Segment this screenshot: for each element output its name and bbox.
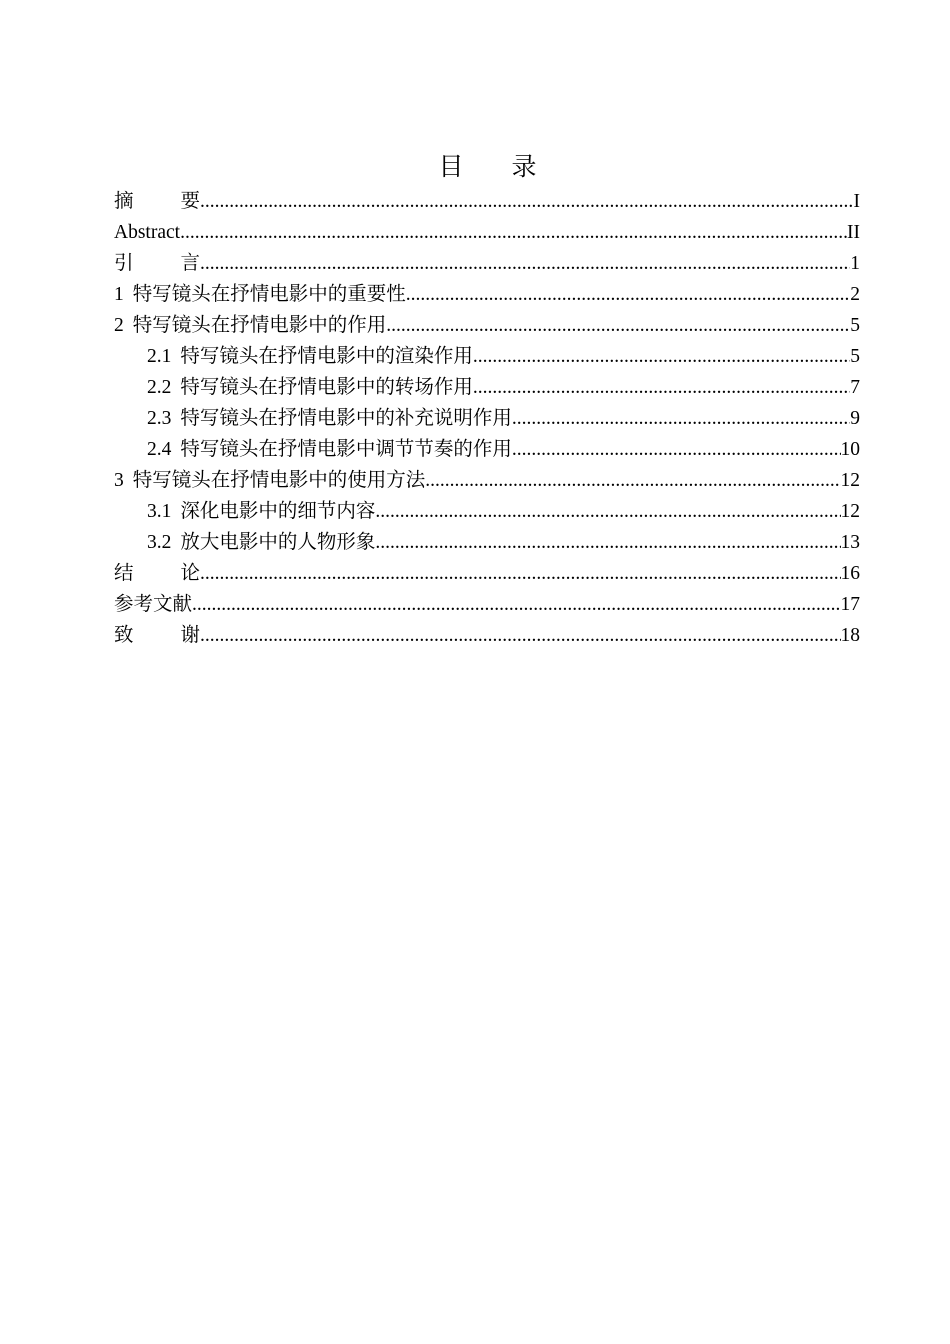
toc-page-number: 10	[840, 439, 860, 460]
toc-label-char: 结	[114, 563, 134, 584]
toc-label-char: 谢	[180, 625, 200, 646]
toc-page-number: 18	[840, 625, 860, 646]
toc-entry-label	[114, 558, 200, 589]
toc-leader-dots	[200, 186, 854, 217]
toc-entry-label: 特写镜头在抒情电影中的使用方法	[132, 470, 426, 491]
toc-entry-number: 3.2	[147, 532, 172, 553]
table-of-contents	[114, 186, 860, 651]
toc-entry-label: 深化电影中的细节内容	[180, 501, 376, 522]
toc-label-char: 论	[180, 563, 200, 584]
toc-entry-section-2-3[interactable]	[114, 403, 860, 434]
toc-entry-number: 3	[114, 470, 124, 491]
toc-entry-section-3-2[interactable]	[114, 527, 860, 558]
toc-entry-acknowledgements[interactable]	[114, 620, 860, 651]
toc-entry-label	[114, 620, 200, 651]
toc-leader-dots	[180, 217, 847, 248]
toc-page-number: 12	[840, 470, 860, 491]
toc-leader-dots	[375, 527, 840, 558]
toc-entry-label: 参考文献	[114, 594, 193, 615]
toc-entry-section-3-1[interactable]	[114, 496, 860, 527]
toc-entry-chapter-3[interactable]	[114, 465, 860, 496]
toc-label-char: 引	[114, 253, 134, 274]
toc-leader-dots	[406, 279, 850, 310]
toc-entry-number: 2	[114, 315, 124, 336]
toc-entry-label: Abstract	[114, 222, 181, 243]
toc-page-number: 7	[850, 377, 860, 398]
toc-leader-dots	[386, 310, 850, 341]
toc-page-number: 5	[850, 315, 860, 336]
toc-leader-dots	[375, 496, 840, 527]
toc-leader-dots	[192, 589, 840, 620]
toc-leader-dots	[200, 248, 850, 279]
toc-entry-label	[114, 186, 200, 217]
toc-leader-dots	[200, 620, 841, 651]
toc-page-number: 13	[840, 532, 860, 553]
toc-entry-references[interactable]	[114, 589, 860, 620]
toc-leader-dots	[473, 372, 850, 403]
toc-leader-dots	[512, 403, 850, 434]
toc-entry-number: 2.2	[147, 377, 172, 398]
toc-leader-dots	[473, 341, 850, 372]
toc-entry-conclusion[interactable]	[114, 558, 860, 589]
toc-page-number: 12	[840, 501, 860, 522]
toc-entry-number: 3.1	[147, 501, 172, 522]
toc-page-number: 2	[850, 284, 860, 305]
toc-leader-dots	[512, 434, 841, 465]
toc-entry-label: 特写镜头在抒情电影中的补充说明作用	[180, 408, 512, 429]
toc-entry-label: 特写镜头在抒情电影中调节节奏的作用	[180, 439, 512, 460]
toc-entry-number: 1	[114, 284, 124, 305]
toc-entry-section-2-2[interactable]	[114, 372, 860, 403]
toc-entry-abstract-cn[interactable]	[114, 186, 860, 217]
toc-page-number: 5	[850, 346, 860, 367]
toc-entry-introduction[interactable]	[114, 248, 860, 279]
toc-leader-dots	[200, 558, 841, 589]
toc-label-char: 要	[180, 191, 200, 212]
toc-page-number: I	[853, 191, 860, 212]
toc-entry-section-2-1[interactable]	[114, 341, 860, 372]
toc-entry-number: 2.1	[147, 346, 172, 367]
toc-page-number: 9	[850, 408, 860, 429]
toc-leader-dots	[425, 465, 840, 496]
toc-entry-label	[114, 248, 200, 279]
toc-entry-label: 放大电影中的人物形象	[180, 532, 376, 553]
toc-page-number: 1	[850, 253, 860, 274]
toc-entry-abstract-en[interactable]	[114, 217, 860, 248]
toc-page-number: II	[847, 222, 860, 243]
toc-title-char-1: 目	[438, 154, 464, 181]
toc-entry-chapter-2[interactable]	[114, 310, 860, 341]
toc-title	[0, 152, 950, 184]
toc-entry-number: 2.4	[147, 439, 172, 460]
toc-entry-label: 特写镜头在抒情电影中的作用	[132, 315, 387, 336]
toc-entry-label: 特写镜头在抒情电影中的渲染作用	[180, 346, 473, 367]
toc-entry-label: 特写镜头在抒情电影中的转场作用	[180, 377, 473, 398]
toc-label-char: 言	[180, 253, 200, 274]
toc-entry-label: 特写镜头在抒情电影中的重要性	[132, 284, 406, 305]
toc-entry-section-2-4[interactable]	[114, 434, 860, 465]
toc-entry-number: 2.3	[147, 408, 172, 429]
toc-label-char: 摘	[114, 191, 134, 212]
toc-page-number: 17	[840, 594, 860, 615]
toc-title-char-2: 录	[511, 154, 537, 181]
toc-page-number: 16	[840, 563, 860, 584]
toc-entry-chapter-1[interactable]	[114, 279, 860, 310]
toc-label-char: 致	[114, 625, 134, 646]
